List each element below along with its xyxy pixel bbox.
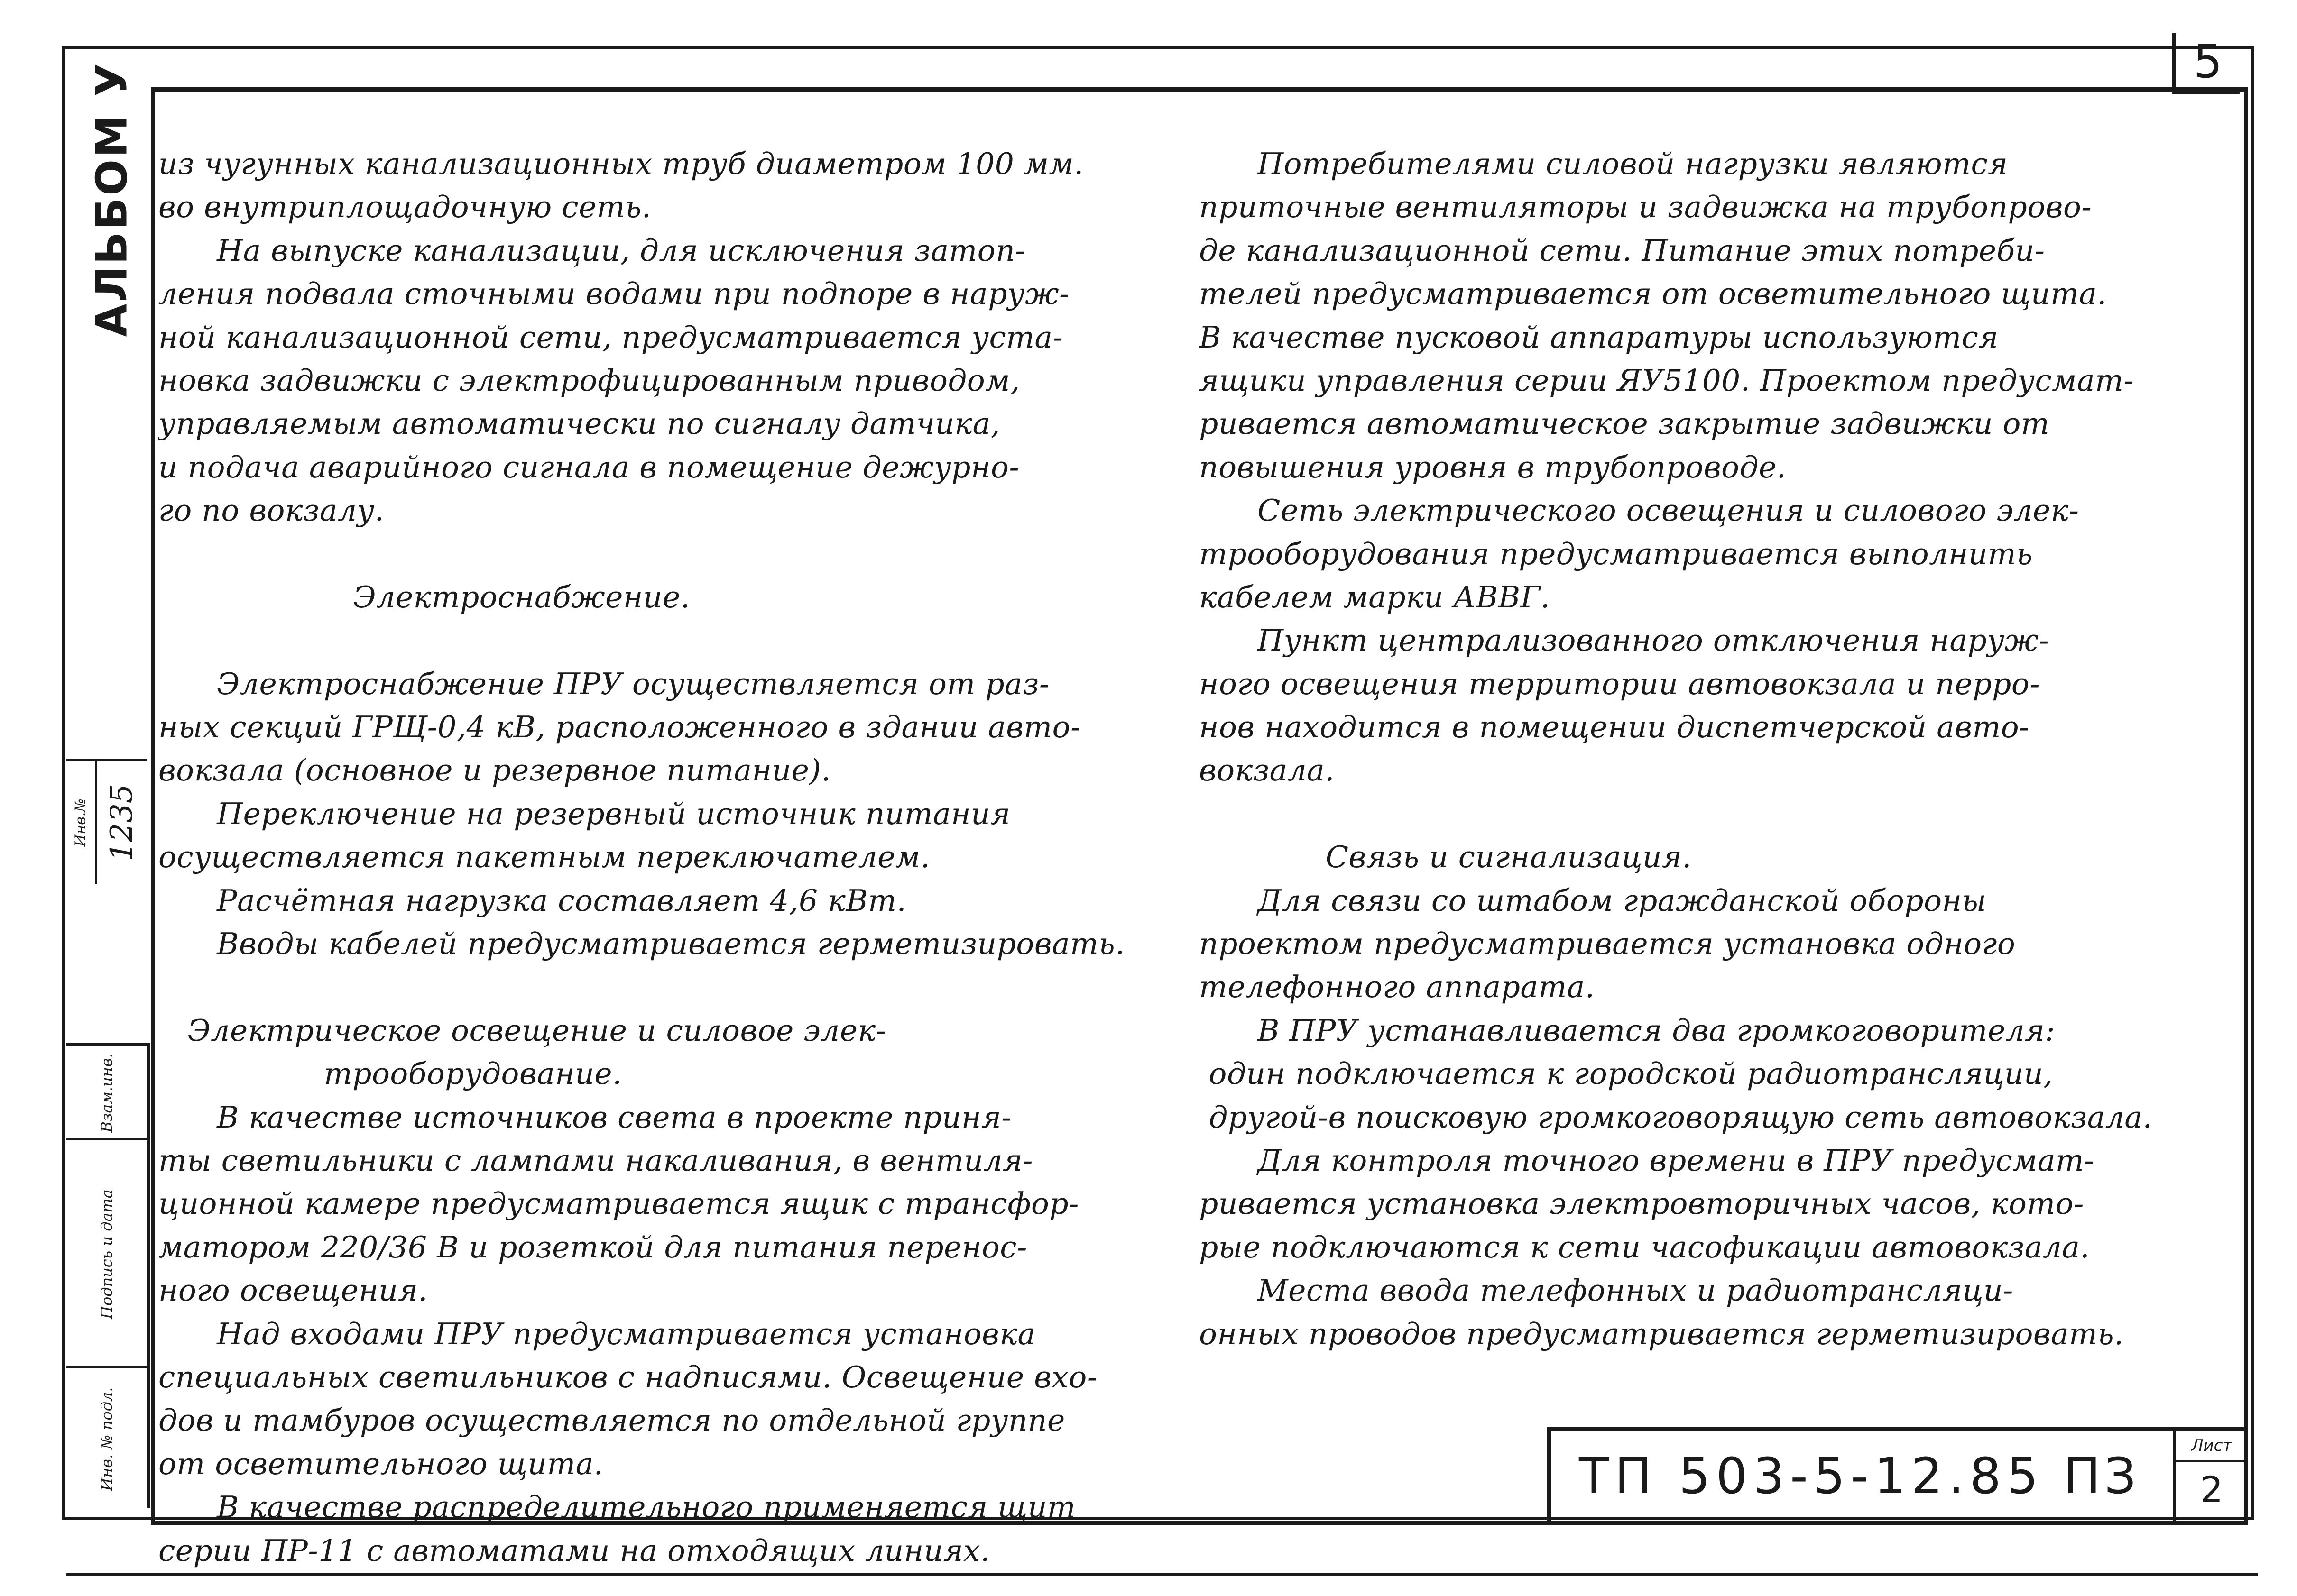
sheet-label: Лист bbox=[2176, 1431, 2247, 1462]
strip-cell-replace bbox=[66, 1043, 147, 1140]
text-line: Электроснабжение ПРУ осуществляется от раз- bbox=[158, 666, 1050, 701]
text-line: Переключение на резервный источник питания bbox=[158, 796, 1011, 831]
text-line: Связь и сигнализация. bbox=[1199, 840, 1692, 875]
text-line: осуществляется пакетным переключателем. bbox=[158, 840, 931, 875]
text-line: Для связи со штабом гражданской обороны bbox=[1199, 883, 1987, 918]
strip-label-replace: Взам.инв. bbox=[98, 1053, 116, 1133]
inventory-number-box bbox=[66, 759, 147, 884]
right-text-column bbox=[1199, 142, 2242, 1356]
text-line: дов и тамбуров осуществляется по отдельной группе bbox=[158, 1403, 1065, 1438]
text-line: В качестве распределительного применяется щит bbox=[158, 1490, 1076, 1525]
text-line: трооборудования предусматривается выполнить bbox=[1199, 536, 2033, 571]
text-line: го по вокзалу. bbox=[158, 493, 385, 528]
text-line: Пункт централизованного отключения наруж- bbox=[1199, 623, 2049, 658]
text-line: Вводы кабелей предусматривается герметизировать. bbox=[158, 926, 1125, 962]
text-line: Для контроля точного времени в ПРУ предусмат- bbox=[1199, 1143, 2094, 1178]
text-line: и подача аварийного сигнала в помещение дежурно- bbox=[158, 449, 1020, 485]
text-line: из чугунных канализационных труб диаметром 100 мм. bbox=[158, 147, 1084, 181]
text-line: онных проводов предусматривается герметизировать. bbox=[1199, 1316, 2124, 1351]
inventory-label: Инв.№ bbox=[72, 798, 89, 847]
text-line: ящики управления серии ЯУ5100. Проектом предусмат- bbox=[1199, 363, 2134, 398]
text-line: В качестве пусковой аппаратуры используются bbox=[1199, 320, 1999, 355]
text-line: ных секций ГРЩ-0,4 кВ, расположенного в здании авто- bbox=[158, 710, 1081, 745]
text-line bbox=[158, 532, 1202, 576]
text-line: ривается установка электровторичных часов, кото- bbox=[1199, 1186, 2084, 1221]
text-line: вокзала. bbox=[1199, 753, 1335, 788]
document-type: ПЗ bbox=[2063, 1447, 2140, 1505]
text-line: матором 220/36 В и розеткой для питания перенос- bbox=[158, 1229, 1027, 1265]
text-line: ного освещения территории автовокзала и перро- bbox=[1199, 666, 2040, 701]
sheet-number: 5 bbox=[2172, 33, 2240, 94]
inventory-number: 1235 bbox=[104, 784, 139, 862]
album-label bbox=[83, 61, 140, 337]
text-line: проектом предусматривается установка одного bbox=[1199, 926, 2016, 962]
text-line: рые подключаются к сети часофикации автовокзала. bbox=[1199, 1229, 2090, 1265]
text-line: трооборудование. bbox=[158, 1056, 622, 1092]
text-line: новка задвижки с электрофицированным приводом, bbox=[158, 363, 1020, 398]
text-line: от осветительного щита. bbox=[158, 1446, 604, 1481]
text-line: ной канализационной сети, предусматривается уста- bbox=[158, 320, 1063, 355]
sheet-cell bbox=[2173, 1431, 2247, 1521]
text-line: ционной камере предусматривается ящик с трансфор- bbox=[158, 1186, 1079, 1221]
text-line: Потребителями силовой нагрузки являются bbox=[1199, 147, 2008, 181]
sheet-value: 2 bbox=[2200, 1468, 2223, 1511]
text-line: телей предусматривается от осветительного щита. bbox=[1199, 276, 2107, 312]
text-line: ты светильники с лампами накаливания, в вентиля- bbox=[158, 1143, 1033, 1178]
text-line: В качестве источников света в проекте приня- bbox=[158, 1100, 1012, 1135]
text-line: телефонного аппарата. bbox=[1199, 970, 1595, 1005]
bottom-rule bbox=[66, 1573, 2258, 1576]
text-line: ного освещения. bbox=[158, 1273, 428, 1308]
title-block bbox=[1547, 1427, 2244, 1521]
text-line: На выпуске канализации, для исключения затоп- bbox=[158, 233, 1026, 268]
text-line: ления подвала сточными водами при подпоре в наруж- bbox=[158, 276, 1070, 312]
album-text: АЛЬБОМ У bbox=[87, 61, 137, 337]
text-line: специальных светильников с надписями. Освещение вхо- bbox=[158, 1359, 1098, 1394]
text-line bbox=[1199, 792, 2242, 835]
text-line: вокзала (основное и резервное питание). bbox=[158, 753, 831, 788]
text-line: один подключается к городской радиотрансляции, bbox=[1199, 1056, 2053, 1092]
text-line: повышения уровня в трубопроводе. bbox=[1199, 449, 1787, 485]
text-line: Над входами ПРУ предусматривается установка bbox=[158, 1316, 1036, 1351]
text-line: управляемым автоматически по сигналу датчика, bbox=[158, 406, 1001, 441]
text-line: во внутриплощадочную сеть. bbox=[158, 190, 652, 225]
text-line: Места ввода телефонных и радиотрансляци- bbox=[1199, 1273, 2013, 1308]
text-line: кабелем марки АВВГ. bbox=[1199, 579, 1550, 615]
strip-label-signature: Подпись и дата bbox=[98, 1189, 116, 1319]
text-line bbox=[158, 619, 1202, 662]
text-line: ривается автоматическое закрытие задвижки от bbox=[1199, 406, 2050, 441]
inventory-number-col bbox=[97, 761, 147, 884]
text-line: нов находится в помещении диспетчерской авто- bbox=[1199, 710, 2029, 745]
text-line: Электрическое освещение и силовое элек- bbox=[158, 1013, 886, 1048]
strip-cell-signature bbox=[66, 1138, 147, 1368]
text-line bbox=[158, 965, 1202, 1009]
text-line: Расчётная нагрузка составляет 4,6 кВт. bbox=[158, 883, 906, 918]
left-text-column bbox=[158, 142, 1202, 1572]
text-line: де канализационной сети. Питание этих потреби- bbox=[1199, 233, 2045, 268]
text-line: серии ПР-11 с автоматами на отходящих линиях. bbox=[158, 1533, 990, 1568]
text-line: Электроснабжение. bbox=[158, 579, 691, 615]
strip-label-original: Инв. № подл. bbox=[98, 1387, 116, 1491]
inventory-label-col bbox=[66, 761, 97, 884]
text-line: В ПРУ устанавливается два громкоговорителя: bbox=[1199, 1013, 2056, 1048]
text-line: приточные вентиляторы и задвижка на трубопрово- bbox=[1199, 190, 2092, 225]
document-code: ТП 503-5-12.85 bbox=[1579, 1447, 2044, 1505]
approval-strip bbox=[66, 1043, 150, 1508]
strip-cell-original bbox=[66, 1366, 147, 1510]
text-line: Сеть электрического освещения и силового элек- bbox=[1199, 493, 2079, 528]
text-line: другой-в поисковую громкоговорящую сеть автовокзала. bbox=[1199, 1100, 2153, 1135]
